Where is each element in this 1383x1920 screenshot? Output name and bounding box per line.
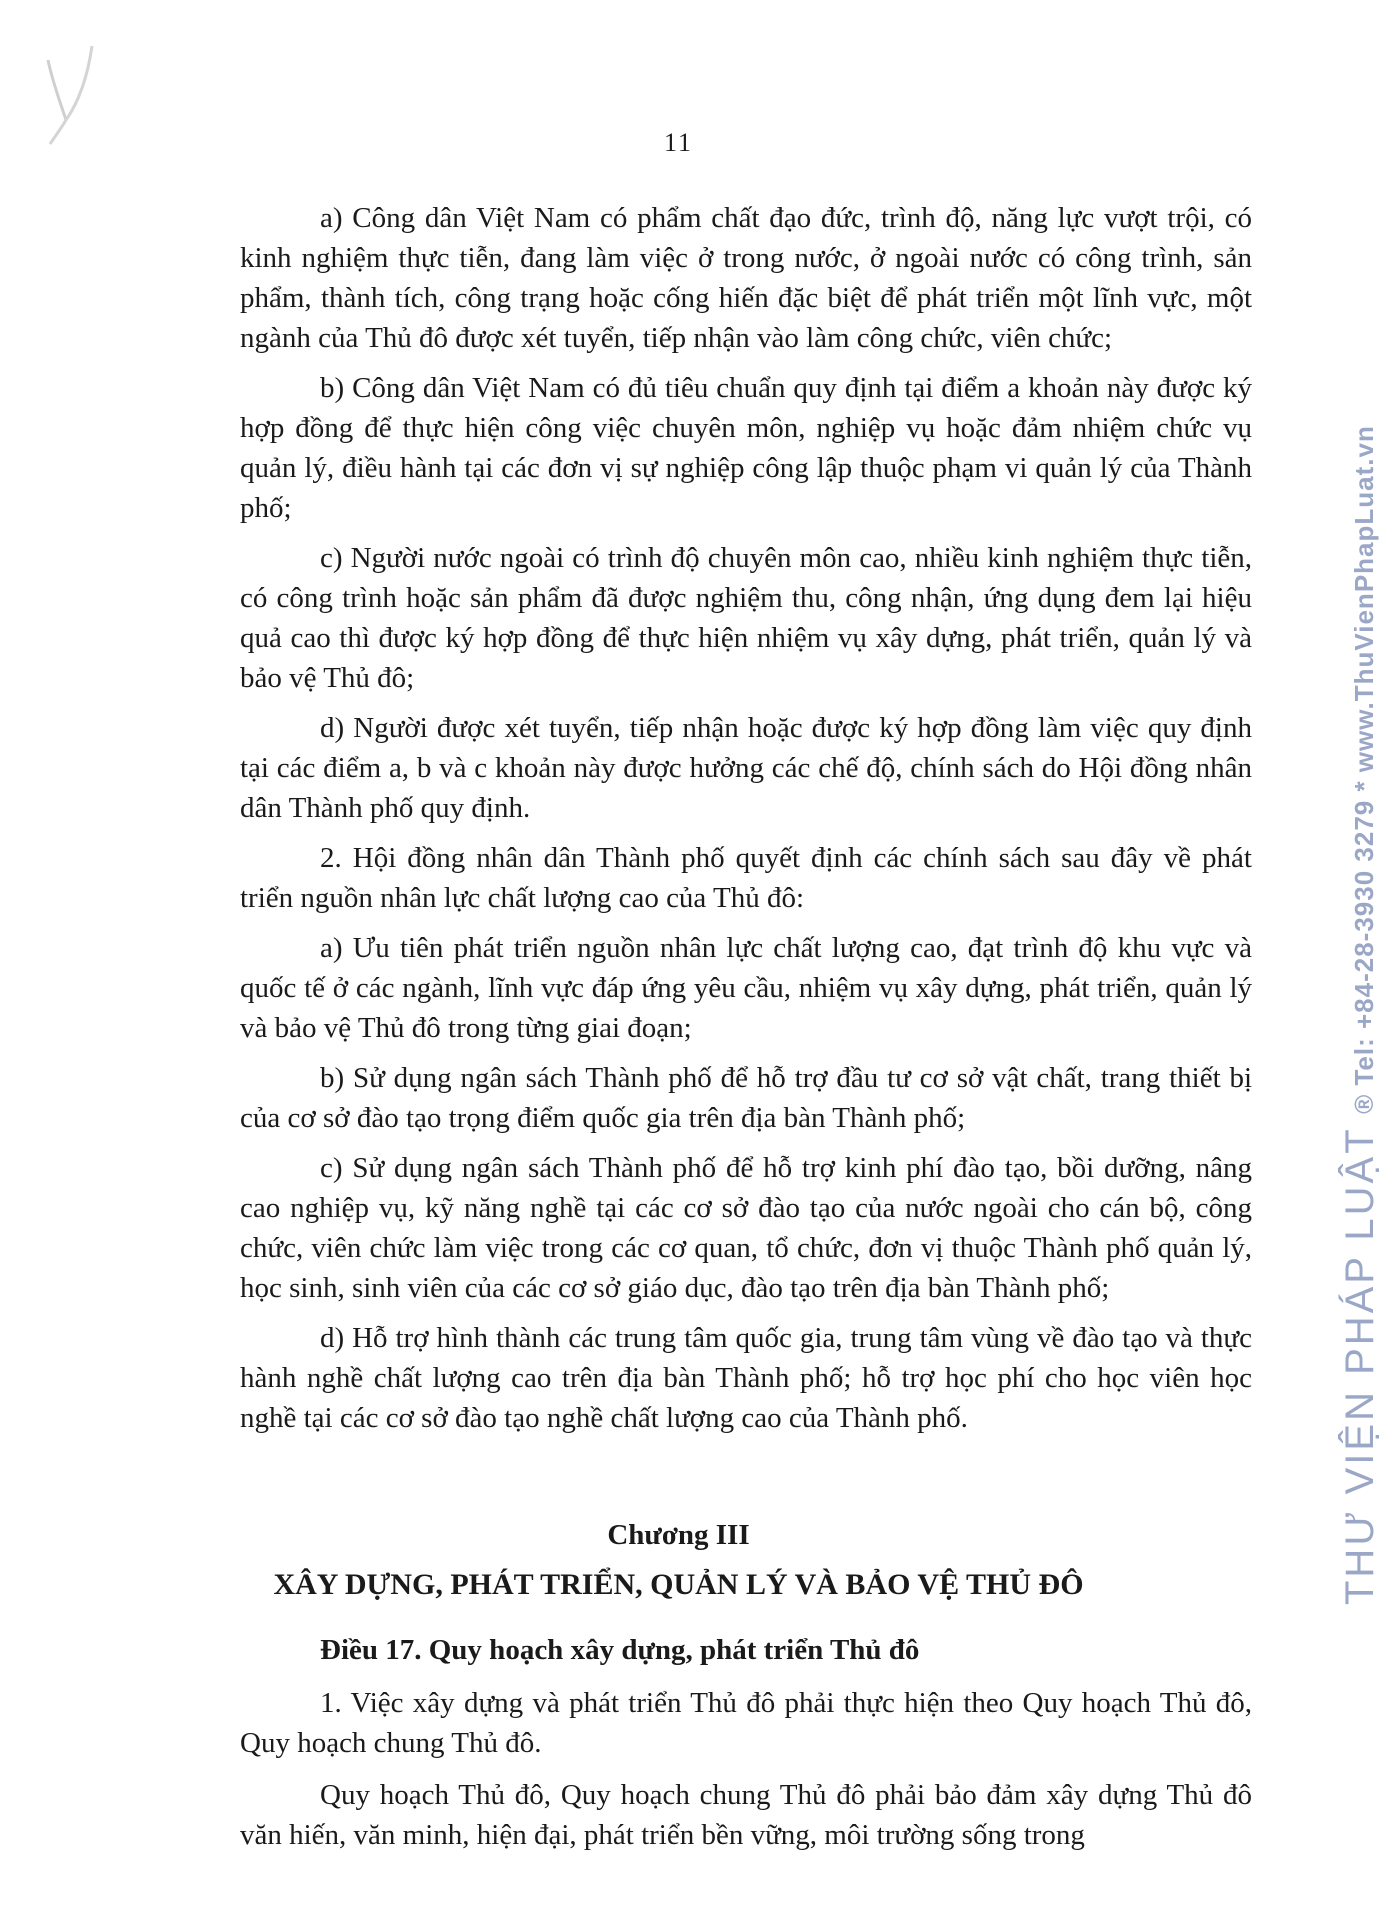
point-d: d) Người được xét tuyển, tiếp nhận hoặc được ký hợp đồng làm việc quy định tại các điểm a, b và c khoản này được hưởng các chế độ, chính sách do Hội đồng nhân dân Thành phố quy định. bbox=[240, 712, 1252, 824]
clause-2-point-a: a) Ưu tiên phát triển nguồn nhân lực chất lượng cao, đạt trình độ khu vực và quốc tế ở các ngành, lĩnh vực đáp ứng yêu cầu, nhiệm vụ xây dựng, phát triển, quản lý và bảo vệ Thủ đô trong từng giai đoạn; bbox=[240, 932, 1252, 1044]
article-clause-1: 1. Việc xây dựng và phát triển Thủ đô phải thực hiện theo Quy hoạch Thủ đô, Quy hoạch chung Thủ đô. bbox=[240, 1687, 1252, 1759]
chapter-title: XÂY DỰNG, PHÁT TRIỂN, QUẢN LÝ VÀ BẢO VỆ THỦ ĐÔ bbox=[273, 1568, 1084, 1601]
document-body bbox=[240, 198, 1252, 1448]
chapter-label: Chương III bbox=[607, 1519, 750, 1551]
article-paragraph: Quy hoạch Thủ đô, Quy hoạch chung Thủ đô phải bảo đảm xây dựng Thủ đô văn hiến, văn minh, hiện đại, phát triển bền vững, môi trường sống trong bbox=[240, 1779, 1252, 1851]
clause-2-point-c: c) Sử dụng ngân sách Thành phố để hỗ trợ kinh phí đào tạo, bồi dưỡng, nâng cao nghiệp vụ, kỹ năng nghề tại các cơ sở đào tạo của nước ngoài cho cán bộ, công chức, viên chức làm việc trong các cơ quan, tổ chức, đơn vị thuộc Thành phố quản lý, học sinh, sinh viên của các cơ sở giáo dục, đào tạo trên địa bàn Thành phố; bbox=[240, 1152, 1252, 1304]
article-body bbox=[240, 1683, 1252, 1867]
point-c: c) Người nước ngoài có trình độ chuyên môn cao, nhiều kinh nghiệm thực tiễn, có công trình hoặc sản phẩm đã được nghiệm thu, công nhận, ứng dụng đem lại hiệu quả cao thì được ký hợp đồng để thực hiện nhiệm vụ xây dựng, phát triển, quản lý và bảo vệ Thủ đô; bbox=[240, 542, 1252, 694]
clause-2-point-d: d) Hỗ trợ hình thành các trung tâm quốc gia, trung tâm vùng về đào tạo và thực hành nghề chất lượng cao trên địa bàn Thành phố; hỗ trợ học phí cho học viên học nghề tại các cơ sở đào tạo nghề chất lượng cao của Thành phố. bbox=[240, 1322, 1252, 1434]
clause-2-point-b: b) Sử dụng ngân sách Thành phố để hỗ trợ đầu tư cơ sở vật chất, trang thiết bị của cơ sở đào tạo trọng điểm quốc gia trên địa bàn Thành phố; bbox=[240, 1062, 1252, 1134]
page-number: 11 bbox=[663, 128, 694, 157]
point-a: a) Công dân Việt Nam có phẩm chất đạo đức, trình độ, năng lực vượt trội, có kinh nghiệm thực tiễn, đang làm việc ở trong nước, ở ngoài nước có công trình, sản phẩm, thành tích, công trạng hoặc cống hiến đặc biệt để phát triển một lĩnh vực, một ngành của Thủ đô được xét tuyển, tiếp nhận vào làm công chức, viên chức; bbox=[240, 202, 1252, 354]
watermark-brand: THƯ VIỆN PHÁP LUẬT bbox=[1338, 1126, 1382, 1605]
watermark bbox=[1338, 425, 1383, 1605]
clause-2-intro: 2. Hội đồng nhân dân Thành phố quyết định các chính sách sau đây về phát triển nguồn nhân lực chất lượng cao của Thủ đô: bbox=[240, 842, 1252, 914]
point-b: b) Công dân Việt Nam có đủ tiêu chuẩn quy định tại điểm a khoản này được ký hợp đồng để thực hiện công việc chuyên môn, nghiệp vụ hoặc đảm nhiệm chức vụ quản lý, điều hành tại các đơn vị sự nghiệp công lập thuộc phạm vi quản lý của Thành phố; bbox=[240, 372, 1252, 524]
article-heading: Điều 17. Quy hoạch xây dựng, phát triển Thủ đô bbox=[320, 1634, 920, 1666]
watermark-contact: ® Tel: +84-28-3930 3279 * www.ThuVienPhapLuat.vn bbox=[1349, 425, 1379, 1114]
